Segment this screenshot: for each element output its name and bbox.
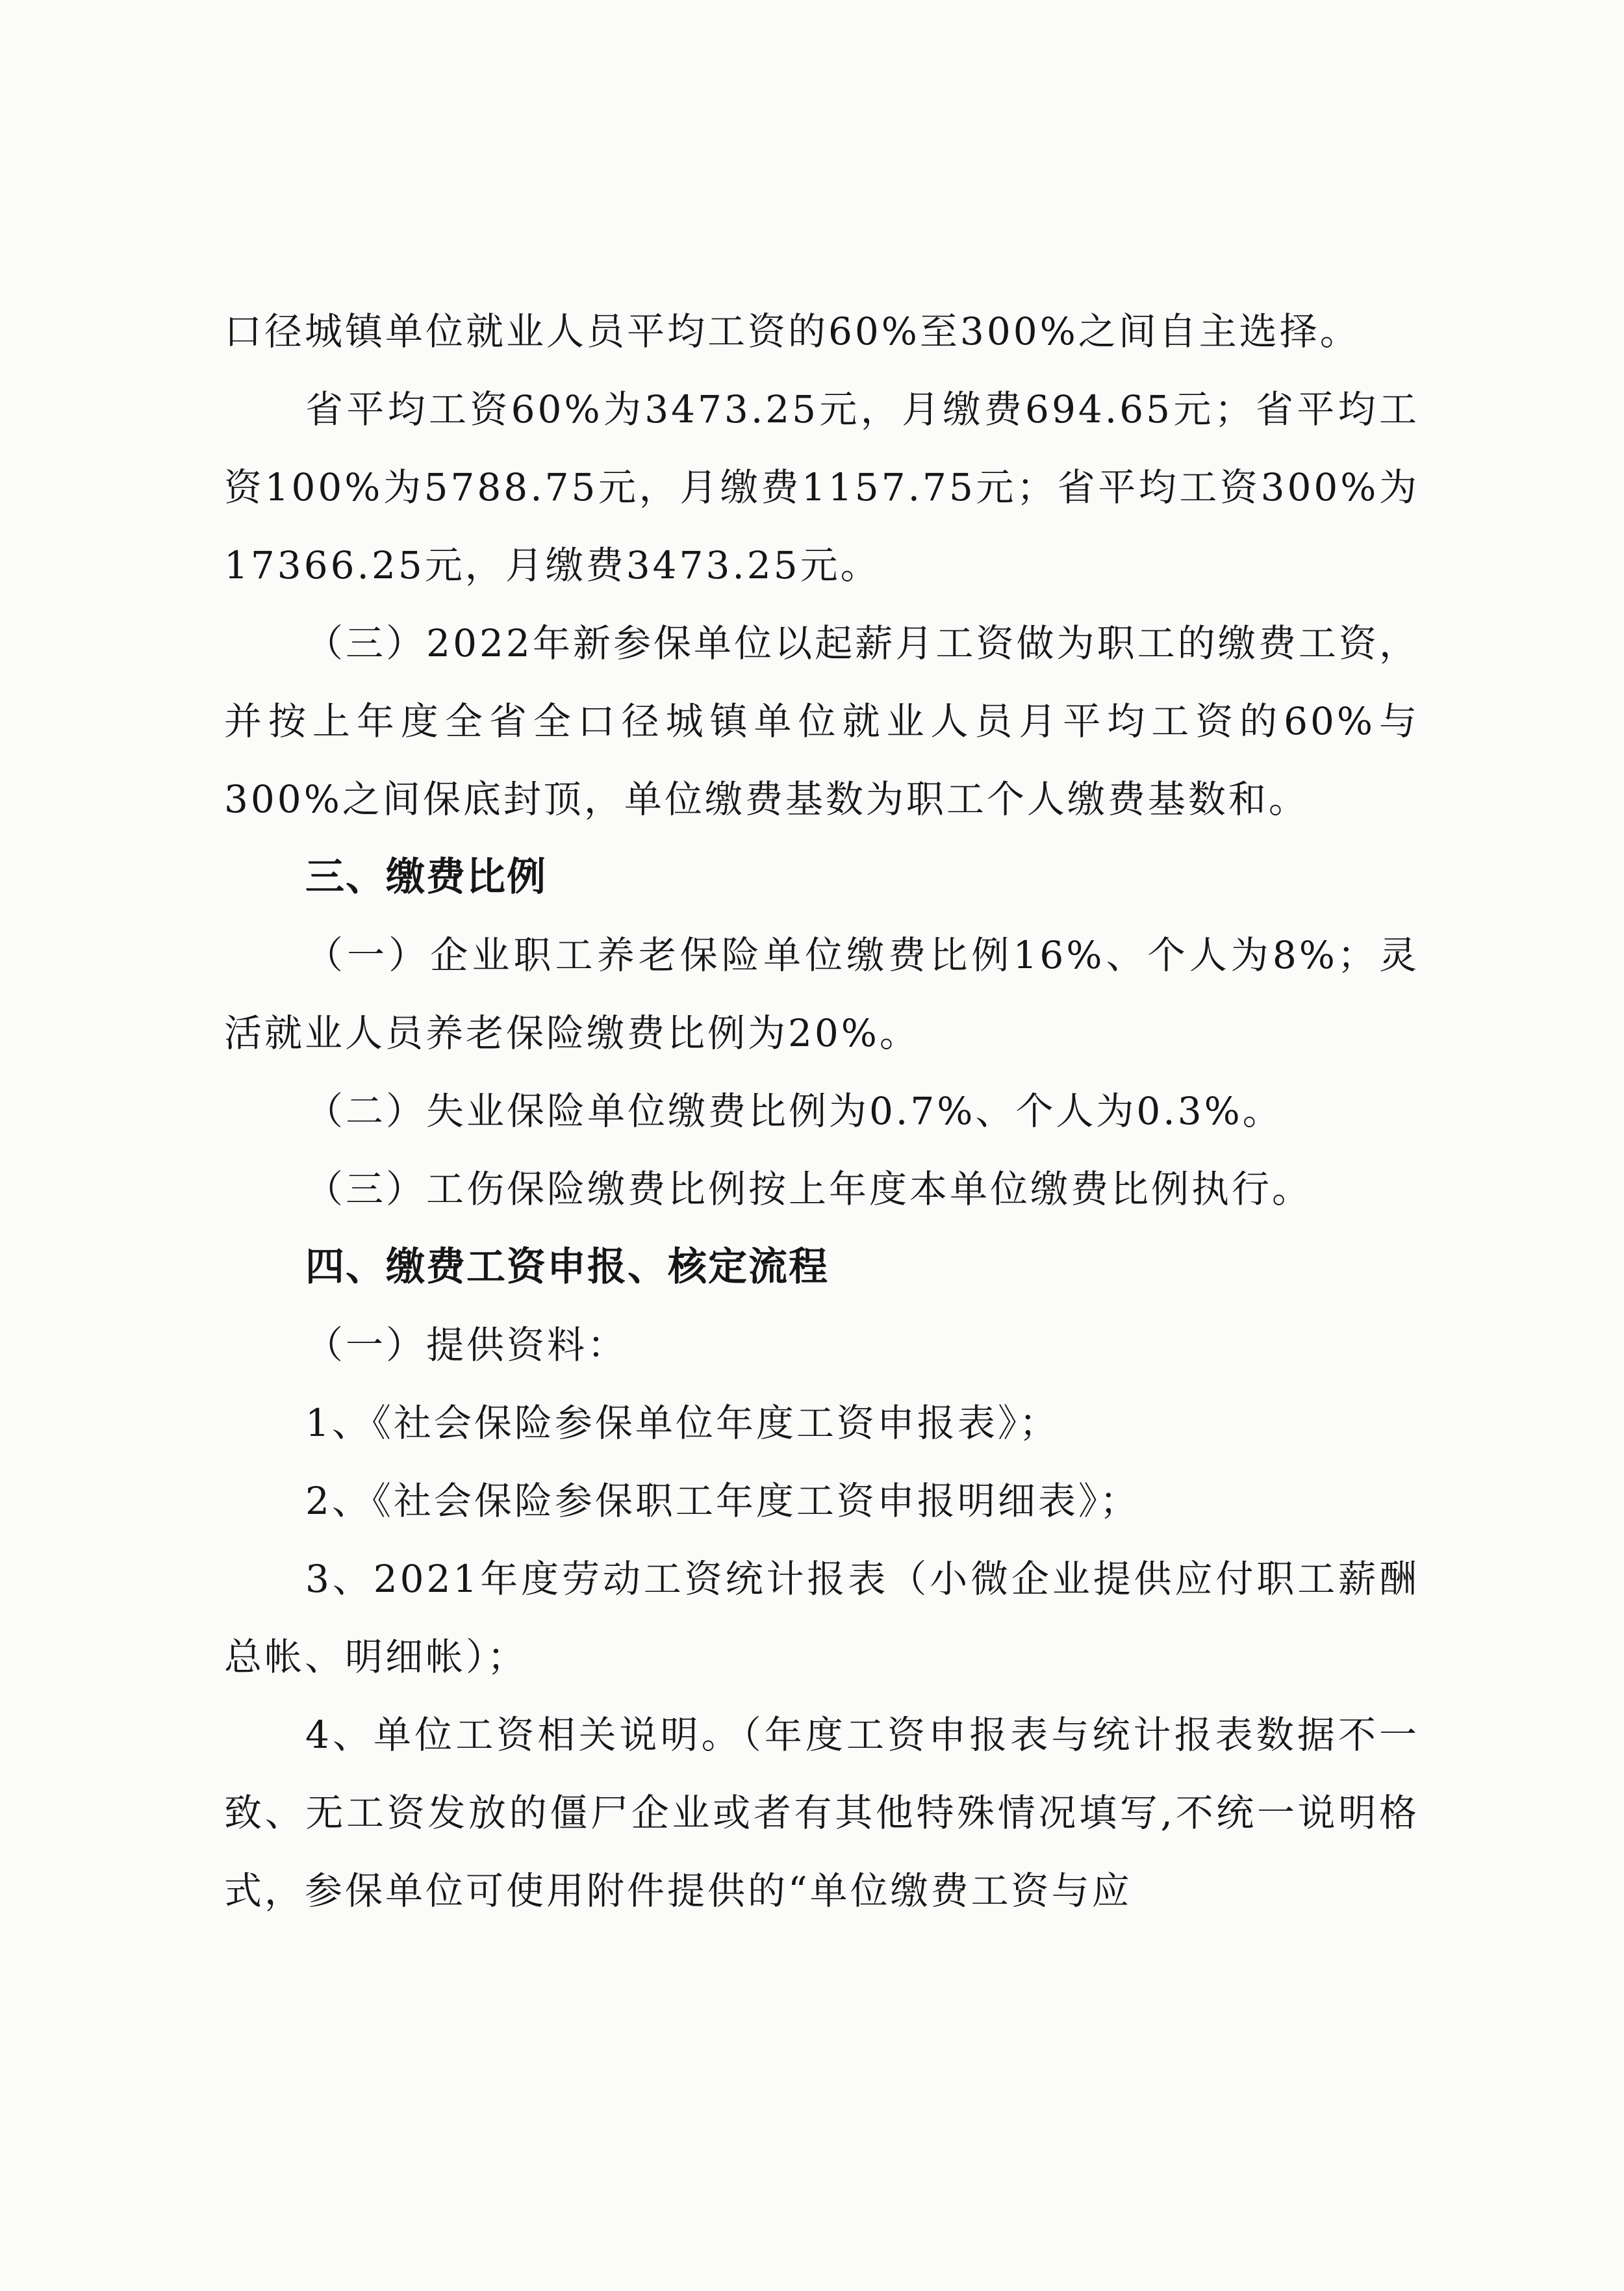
document-body — [224, 292, 1419, 1930]
section-heading-declaration-process: 四、缴费工资申报、核定流程 — [305, 1244, 829, 1290]
list-item-2: 2、《社会保险参保职工年度工资申报明细表》； — [305, 1479, 1140, 1523]
paragraph-continuation: 口径城镇单位就业人员平均工资的60%至300%之间自主选择。 — [224, 309, 1360, 353]
paragraph-pension-rate: （一）企业职工养老保险单位缴费比例16%、个人为8%；灵活就业人员养老保险缴费比例为20%。 — [224, 933, 1419, 1055]
paragraph-injury-rate: （三）工伤保险缴费比例按上年度本单位缴费比例执行。 — [305, 1167, 1313, 1211]
paragraph-new-units: （三）2022年新参保单位以起薪月工资做为职工的缴费工资，并按上年度全省全口径城镇单位就业人员月平均工资的60%与300%之间保底封顶，单位缴费基数为职工个人缴费基数和。 — [224, 621, 1419, 821]
paragraph-provincial-wage: 省平均工资60%为3473.25元，月缴费694.65元；省平均工资100%为5788.75元，月缴费1157.75元；省平均工资300%为17366.25元，月缴费3473.25元。 — [224, 387, 1419, 587]
list-item-4: 4、单位工资相关说明。（年度工资申报表与统计报表数据不一致、无工资发放的僵尸企业或者有其他特殊情况填写,不统一说明格式，参保单位可使用附件提供的“单位缴费工资与应 — [224, 1713, 1419, 1913]
paragraph-unemployment-rate: （二）失业保险单位缴费比例为0.7%、个人为0.3%。 — [305, 1089, 1283, 1133]
list-item-3: 3、2021年度劳动工资统计报表（小微企业提供应付职工薪酬总帐、明细帐）； — [224, 1557, 1419, 1679]
list-item-1: 1、《社会保险参保单位年度工资申报表》； — [305, 1401, 1059, 1445]
section-heading-contribution-rates: 三、缴费比例 — [305, 854, 547, 900]
paragraph-materials-intro: （一）提供资料： — [305, 1323, 628, 1367]
